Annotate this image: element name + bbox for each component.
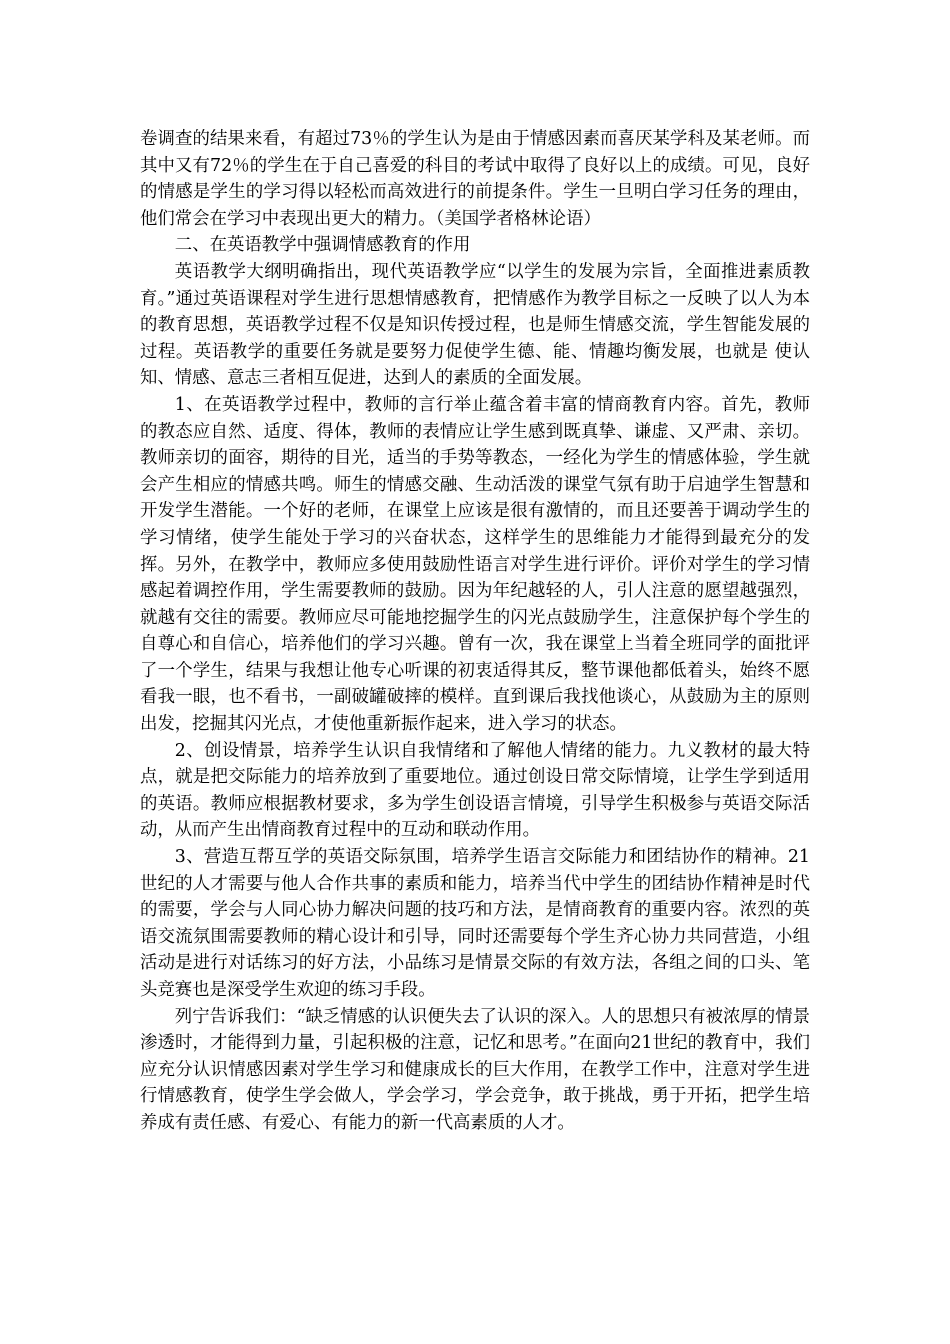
paragraph-syllabus: 英语教学大纲明确指出，现代英语教学应“以学生的发展为宗旨，全面推进素质教育。”通过英语课程对学生进行思想情感教育，把情感作为教学目标之一反映了以人为本的教育思想，英语教学过程不仅是知识传授过程，也是师生情感交流，学生智能发展的过程。英语教学的重要任务就是要努力促使学生德、能、情趣均衡发展，也就是 使认知、情感、意志三者相互促进，达到人的素质的全面发展。 <box>140 261 810 389</box>
paragraph-point-1: 1、在英语教学过程中，教师的言行举止蕴含着丰富的情商教育内容。首先，教师的教态应自然、适度、得体，教师的表情应让学生感到既真挚、谦虚、又严肃、亲切。教师亲切的面容，期待的目光，适当的手势等教态，一经化为学生的情感体验，学生就会产生相应的情感共鸣。师生的情感交融、生动活泼的课堂气氛有助于启迪学生智慧和开发学生潜能。一个好的老师，在课堂上应该是很有激情的，而且还要善于调动学生的学习情绪，使学生能处于学习的兴奋状态，这样学生的思维能力才能得到最充分的发挥。另外，在教学中，教师应多使用鼓励性语言对学生进行评价。评价对学生的学习情感起着调控作用，学生需要教师的鼓励。因为年纪越轻的人，引人注意的愿望越强烈，就越有交往的需要。教师应尽可能地挖掘学生的闪光点鼓励学生，注意保护每个学生的自尊心和自信心，培养他们的学习兴趣。曾有一次，我在课堂上当着全班同学的面批评了一个学生，结果与我想让他专心听课的初衷适得其反，整节课他都低着头，始终不愿看我一眼，也不看书，一副破罐破摔的模样。直到课后我找他谈心，从鼓励为主的原则出发，挖掘其闪光点，才使他重新振作起来，进入学习的状态。 <box>140 394 810 735</box>
section-heading: 二、在英语教学中强调情感教育的作用 <box>174 235 471 256</box>
paragraph-survey-results: 卷调查的结果来看，有超过73％的学生认为是由于情感因素而喜厌某学科及某老师。而其中又有72％的学生在于自己喜爱的科目的考试中取得了良好以上的成绩。可见，良好的情感是学生的学习得以轻松而高效进行的前提条件。学生一旦明白学习任务的理由，他们常会在学习中表现出更大的精力。（美国学者格林论语） <box>140 129 810 229</box>
paragraph-conclusion: 列宁告诉我们：“缺乏情感的认识便失去了认识的深入。人的思想只有被浓厚的情景渗透时，才能得到力量，引起积极的注意，记忆和思考。”在面向21世纪的教育中，我们应充分认识情感因素对学生学习和健康成长的巨大作用，在教学工作中，注意对学生进行情感教育，使学生学会做人，学会学习，学会竞争，敢于挑战，勇于开拓，把学生培养成有责任感、有爱心、有能力的新一代高素质的人才。 <box>140 1006 810 1133</box>
document-body <box>140 126 810 1137</box>
paragraph-point-2: 2、创设情景，培养学生认识自我情绪和了解他人情绪的能力。九义教材的最大特点，就是把交际能力的培养放到了重要地位。通过创设日常交际情境，让学生学到适用的英语。教师应根据教材要求，多为学生创设语言情境，引导学生积极参与英语交际活动，从而产生出情商教育过程中的互动和联动作用。 <box>140 740 810 841</box>
paragraph-point-3: 3、营造互帮互学的英语交际氛围，培养学生语言交际能力和团结协作的精神。21世纪的人才需要与他人合作共事的素质和能力，培养当代中学生的团结协作精神是时代的需要，学会与人同心协力解决问题的技巧和方法，是情商教育的重要内容。浓烈的英语交流氛围需要教师的精心设计和引导，同时还需要每个学生齐心协力共同营造，小组活动是进行对话练习的好方法，小品练习是情景交际的有效方法，各组之间的口头、笔头竞赛也是深受学生欢迎的练习手段。 <box>140 847 810 1000</box>
